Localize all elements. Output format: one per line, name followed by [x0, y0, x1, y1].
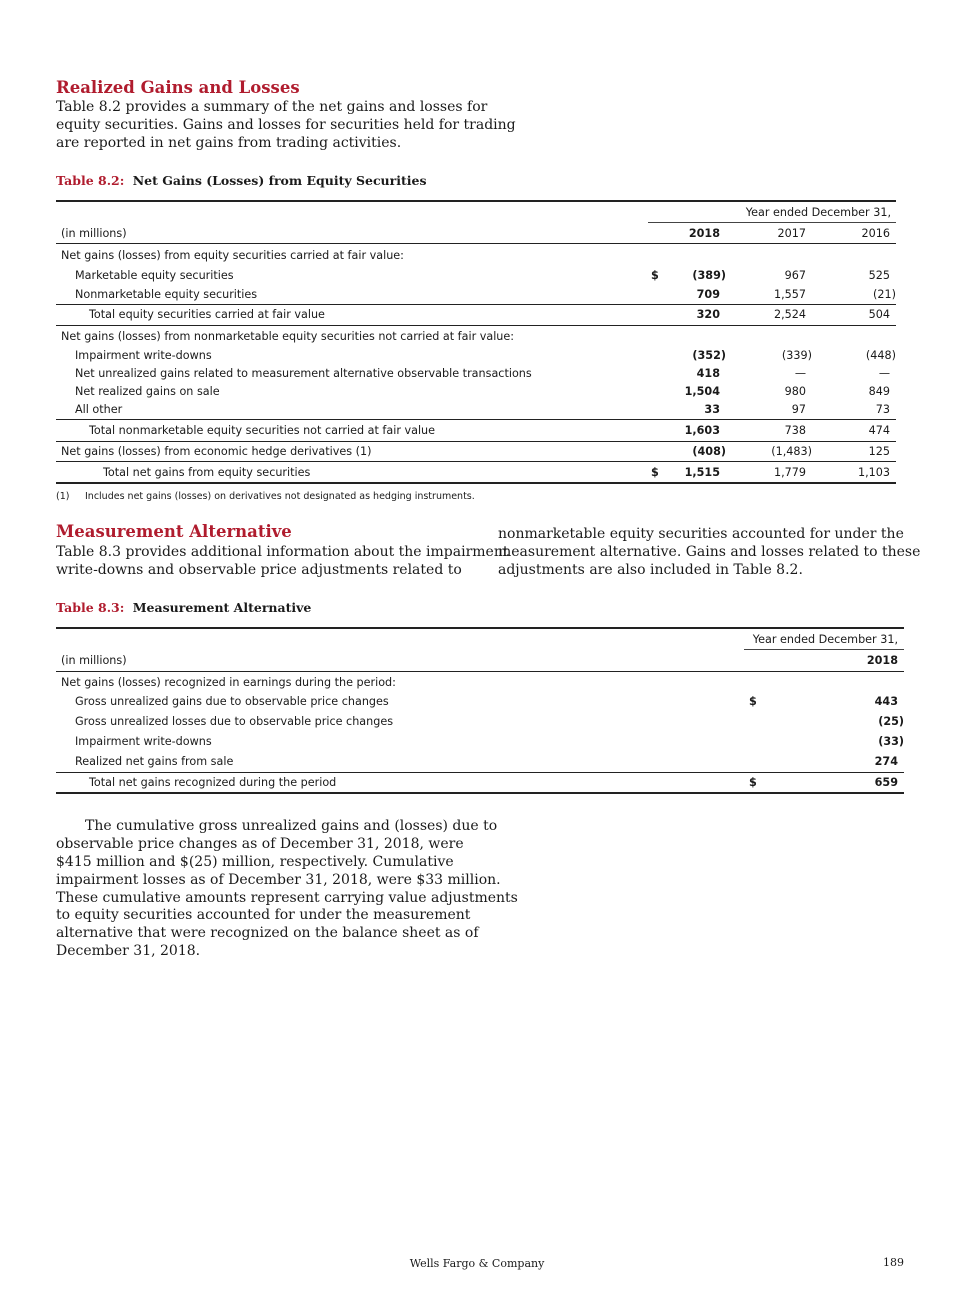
table-8-2-value-2018: (389)	[692, 269, 726, 282]
table-8-2-name: Net Gains (Losses) from Equity Securities	[132, 173, 427, 188]
table-8-2-value-2017: (339)	[781, 349, 812, 362]
table-8-2-top-rule	[56, 200, 896, 202]
closing-paragraph-line-7: alternative that were recognized on the balance sheet as of	[56, 925, 479, 941]
table-8-2-row-label: Marketable equity securities	[75, 269, 234, 282]
table-8-3-unit-label: (in millions)	[61, 654, 127, 667]
table-8-3-number: Table 8.3:	[56, 600, 125, 615]
table-8-3-title	[56, 600, 311, 615]
table-8-2-value-2017: 2,524	[773, 308, 806, 321]
table-8-2-value-2017: —	[794, 367, 806, 380]
table-8-2-period-header: Year ended December 31,	[745, 206, 891, 219]
table-8-2-value-2016: 474	[868, 424, 890, 437]
table-8-2-value-2018: 1,504	[684, 385, 720, 398]
table-8-2-row-label: Net realized gains on sale	[75, 385, 220, 398]
table-8-3-row-label: Total net gains recognized during the period	[89, 776, 337, 789]
table-8-2-bottom-rule	[56, 482, 896, 484]
closing-paragraph-line-5: These cumulative amounts represent carrying value adjustments	[56, 890, 518, 906]
table-8-2-row-label: Total nonmarketable equity securities not carried at fair value	[89, 424, 436, 437]
table-8-2-value-2016: (448)	[865, 349, 896, 362]
table-8-2-value-2017: (1,483)	[771, 445, 812, 458]
table-8-3-value-2018: (25)	[878, 715, 904, 728]
table-8-3-value-2018: 443	[874, 695, 898, 708]
realized-gains-paragraph-line-1: Table 8.2 provides a summary of the net gains and losses for	[56, 99, 488, 115]
table-8-3-period-rule	[744, 649, 904, 650]
closing-paragraph-line-4: impairment losses as of December 31, 2018, were $33 million.	[56, 872, 501, 888]
table-8-3-value-2018: 659	[874, 776, 898, 789]
table-8-2-value-2018: (352)	[692, 349, 726, 362]
realized-gains-paragraph-line-3: are reported in net gains from trading activities.	[56, 135, 402, 151]
measurement-paragraph-left-line-2: write-downs and observable price adjustments related to	[56, 562, 462, 578]
table-8-2-unit-label: (in millions)	[61, 227, 127, 240]
table-8-3-row-label: Impairment write-downs	[75, 735, 212, 748]
table-8-3-top-rule	[56, 627, 904, 629]
table-8-2-value-2016: —	[878, 367, 890, 380]
table-8-2-year-2018: 2018	[688, 227, 720, 240]
table-8-2-value-2016: 849	[868, 385, 890, 398]
table-8-3-year-2018: 2018	[866, 654, 898, 667]
measurement-paragraph-right-line-2: measurement alternative. Gains and losses related to these	[498, 544, 921, 560]
table-8-3-header-rule	[56, 671, 904, 672]
table-8-3-bottom-rule	[56, 792, 904, 794]
table-8-2-row-label: Net gains (losses) from equity securities carried at fair value:	[61, 249, 404, 262]
closing-paragraph-line-8: December 31, 2018.	[56, 943, 201, 959]
table-8-2-value-2018: 709	[696, 288, 720, 301]
table-8-2-number: Table 8.2:	[56, 173, 125, 188]
table-8-2-value-2016: 125	[868, 445, 890, 458]
table-8-2-year-2016: 2016	[861, 227, 890, 240]
measurement-paragraph-right-line-1: nonmarketable equity securities accounted for under the	[498, 526, 904, 542]
measurement-paragraph-right-line-3: adjustments are also included in Table 8.2.	[498, 562, 803, 578]
footer-page-number: 189	[883, 1256, 904, 1269]
closing-paragraph-line-2: observable price changes as of December 31, 2018, were	[56, 836, 464, 852]
table-8-3-row-label: Realized net gains from sale	[75, 755, 234, 768]
table-8-2-value-2016: 73	[875, 403, 890, 416]
table-8-2-value-2016: 1,103	[857, 466, 890, 479]
table-8-2-section-rule	[56, 325, 896, 326]
table-8-2-value-2017: 1,779	[773, 466, 806, 479]
table-8-3-dollar-sign: $	[749, 776, 757, 789]
table-8-3-total-top-rule	[56, 772, 904, 773]
table-8-2-dollar-sign: $	[651, 269, 659, 282]
closing-paragraph-line-3: $415 million and $(25) million, respectively. Cumulative	[56, 854, 454, 870]
table-8-2-header-rule	[56, 243, 896, 244]
table-8-2-year-2017: 2017	[777, 227, 806, 240]
section-heading-measurement-alternative: Measurement Alternative	[56, 522, 292, 541]
table-8-2-value-2018: 1,515	[684, 466, 720, 479]
table-8-3-value-2018: 274	[874, 755, 898, 768]
section-heading-realized-gains: Realized Gains and Losses	[56, 78, 300, 97]
table-8-2-footnote-marker: (1)	[56, 491, 70, 502]
table-8-2-value-2018: 320	[696, 308, 720, 321]
table-8-2-dollar-sign: $	[651, 466, 659, 479]
table-8-2-total-top-rule	[56, 461, 896, 462]
table-8-2-value-2017: 980	[784, 385, 806, 398]
table-8-2-value-2018: (408)	[692, 445, 726, 458]
table-8-2-period-rule	[648, 222, 896, 223]
table-8-2-value-2018: 418	[696, 367, 720, 380]
table-8-2-row-label: Total equity securities carried at fair value	[89, 308, 325, 321]
table-8-2-value-2016: 525	[868, 269, 890, 282]
table-8-2-row-label: Net gains (losses) from economic hedge derivatives (1)	[61, 445, 372, 458]
table-8-2-footnote: Includes net gains (losses) on derivatives not designated as hedging instruments.	[85, 491, 475, 502]
table-8-2-row-label: Nonmarketable equity securities	[75, 288, 258, 301]
table-8-2-value-2018: 33	[704, 403, 720, 416]
closing-paragraph-line-6: to equity securities accounted for under the measurement	[56, 907, 471, 923]
closing-paragraph-line-1: The cumulative gross unrealized gains and (losses) due to	[85, 818, 498, 834]
table-8-3-dollar-sign: $	[749, 695, 757, 708]
table-8-3-period-header: Year ended December 31,	[752, 633, 898, 646]
table-8-2-row-label: Net gains (losses) from nonmarketable equity securities not carried at fair value:	[61, 330, 515, 343]
table-8-2-row-label: Impairment write-downs	[75, 349, 212, 362]
table-8-2-value-2017: 738	[784, 424, 806, 437]
table-8-2-subtotal-rule	[56, 304, 896, 305]
table-8-2-value-2016: 504	[868, 308, 890, 321]
table-8-2-subtotal-rule	[56, 419, 896, 420]
table-8-2-value-2017: 97	[791, 403, 806, 416]
table-8-2-value-2016: (21)	[873, 288, 896, 301]
realized-gains-paragraph-line-2: equity securities. Gains and losses for securities held for trading	[56, 117, 516, 133]
table-8-3-value-2018: (33)	[878, 735, 904, 748]
table-8-3-row-label: Net gains (losses) recognized in earnings during the period:	[61, 676, 396, 689]
table-8-2-value-2018: 1,603	[684, 424, 720, 437]
footer-company-name: Wells Fargo & Company	[409, 1257, 545, 1270]
table-8-3-row-label: Gross unrealized losses due to observable price changes	[75, 715, 394, 728]
table-8-2-row-label: Net unrealized gains related to measurement alternative observable transactions	[75, 367, 532, 380]
table-8-2-title	[56, 173, 427, 188]
measurement-paragraph-left-line-1: Table 8.3 provides additional information about the impairment	[56, 544, 509, 560]
table-8-3-name: Measurement Alternative	[132, 600, 312, 615]
table-8-2-row-label: All other	[75, 403, 123, 416]
table-8-3-row-label: Gross unrealized gains due to observable price changes	[75, 695, 389, 708]
table-8-2-value-2017: 967	[784, 269, 806, 282]
table-8-2-section-rule	[56, 441, 896, 442]
table-8-2-row-label: Total net gains from equity securities	[103, 466, 311, 479]
table-8-2-value-2017: 1,557	[773, 288, 806, 301]
